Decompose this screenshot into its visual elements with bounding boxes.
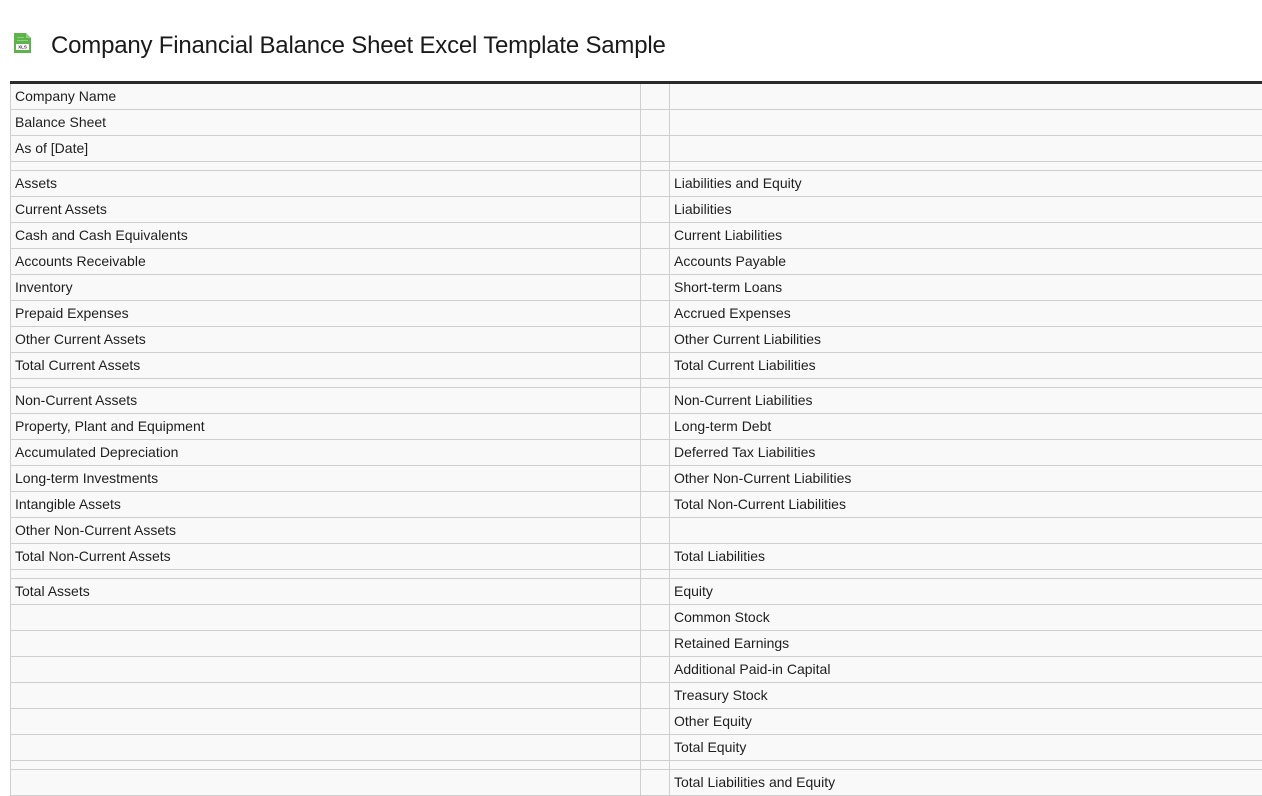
liabilities-equity-cell[interactable]: Total Current Liabilities [670, 353, 1262, 379]
liabilities-equity-cell[interactable]: Total Non-Current Liabilities [670, 492, 1262, 518]
balance-sheet-table [10, 81, 1262, 796]
assets-cell[interactable] [11, 761, 641, 770]
gap-cell[interactable] [641, 414, 670, 440]
assets-cell[interactable]: Balance Sheet [11, 110, 641, 136]
liabilities-equity-cell[interactable]: Other Equity [670, 709, 1262, 735]
table-row [11, 709, 1262, 735]
gap-cell[interactable] [641, 83, 670, 110]
liabilities-equity-cell[interactable] [670, 136, 1262, 162]
assets-cell[interactable] [11, 631, 641, 657]
assets-cell[interactable] [11, 709, 641, 735]
assets-cell[interactable]: Cash and Cash Equivalents [11, 223, 641, 249]
gap-cell[interactable] [641, 466, 670, 492]
gap-cell[interactable] [641, 440, 670, 466]
liabilities-equity-cell[interactable]: Liabilities and Equity [670, 171, 1262, 197]
liabilities-equity-cell[interactable] [670, 570, 1262, 579]
table-row [11, 579, 1262, 605]
table-row [11, 770, 1262, 796]
liabilities-equity-cell[interactable]: Other Non-Current Liabilities [670, 466, 1262, 492]
table-row [11, 631, 1262, 657]
assets-cell[interactable] [11, 379, 641, 388]
spacer-row [11, 379, 1262, 388]
gap-cell[interactable] [641, 579, 670, 605]
assets-cell[interactable]: Company Name [11, 83, 641, 110]
sheet-body [11, 83, 1262, 796]
table-row [11, 518, 1262, 544]
table-row [11, 605, 1262, 631]
gap-cell[interactable] [641, 197, 670, 223]
assets-cell[interactable] [11, 735, 641, 761]
assets-cell[interactable]: Assets [11, 171, 641, 197]
assets-cell[interactable]: As of [Date] [11, 136, 641, 162]
gap-cell[interactable] [641, 735, 670, 761]
gap-cell[interactable] [641, 761, 670, 770]
table-row [11, 223, 1262, 249]
assets-cell[interactable]: Accumulated Depreciation [11, 440, 641, 466]
liabilities-equity-cell[interactable]: Long-term Debt [670, 414, 1262, 440]
spacer-row [11, 162, 1262, 171]
liabilities-equity-cell[interactable] [670, 518, 1262, 544]
assets-cell[interactable]: Long-term Investments [11, 466, 641, 492]
assets-cell[interactable]: Non-Current Assets [11, 388, 641, 414]
assets-cell[interactable]: Other Current Assets [11, 327, 641, 353]
gap-cell[interactable] [641, 249, 670, 275]
table-row [11, 388, 1262, 414]
table-row [11, 414, 1262, 440]
table-row [11, 249, 1262, 275]
liabilities-equity-cell[interactable]: Retained Earnings [670, 631, 1262, 657]
assets-cell[interactable]: Intangible Assets [11, 492, 641, 518]
liabilities-equity-cell[interactable]: Accrued Expenses [670, 301, 1262, 327]
svg-text:XLS: XLS [18, 44, 27, 50]
liabilities-equity-cell[interactable] [670, 83, 1262, 110]
assets-cell[interactable] [11, 570, 641, 579]
liabilities-equity-cell[interactable]: Liabilities [670, 197, 1262, 223]
gap-cell[interactable] [641, 770, 670, 796]
assets-cell[interactable] [11, 657, 641, 683]
table-row [11, 136, 1262, 162]
table-row [11, 466, 1262, 492]
assets-cell[interactable] [11, 770, 641, 796]
xls-file-icon [13, 32, 32, 54]
liabilities-equity-cell[interactable] [670, 110, 1262, 136]
table-row [11, 657, 1262, 683]
gap-cell[interactable] [641, 301, 670, 327]
table-row [11, 683, 1262, 709]
assets-cell[interactable]: Total Non-Current Assets [11, 544, 641, 570]
page-title: Company Financial Balance Sheet Excel Template Sample [51, 32, 666, 59]
liabilities-equity-cell[interactable]: Equity [670, 579, 1262, 605]
assets-cell[interactable]: Current Assets [11, 197, 641, 223]
gap-cell[interactable] [641, 492, 670, 518]
liabilities-equity-cell[interactable]: Short-term Loans [670, 275, 1262, 301]
table-row [11, 440, 1262, 466]
gap-cell[interactable] [641, 657, 670, 683]
liabilities-equity-cell[interactable]: Other Current Liabilities [670, 327, 1262, 353]
assets-cell[interactable]: Accounts Receivable [11, 249, 641, 275]
gap-cell[interactable] [641, 171, 670, 197]
gap-cell[interactable] [641, 709, 670, 735]
table-row [11, 275, 1262, 301]
gap-cell[interactable] [641, 379, 670, 388]
liabilities-equity-cell[interactable]: Total Liabilities [670, 544, 1262, 570]
page-header [0, 0, 1262, 81]
liabilities-equity-cell[interactable]: Current Liabilities [670, 223, 1262, 249]
assets-cell[interactable]: Total Assets [11, 579, 641, 605]
liabilities-equity-cell[interactable]: Non-Current Liabilities [670, 388, 1262, 414]
gap-cell[interactable] [641, 544, 670, 570]
gap-cell[interactable] [641, 353, 670, 379]
table-row [11, 353, 1262, 379]
spacer-row [11, 570, 1262, 579]
gap-cell[interactable] [641, 136, 670, 162]
assets-cell[interactable] [11, 683, 641, 709]
liabilities-equity-cell[interactable]: Additional Paid-in Capital [670, 657, 1262, 683]
table-row [11, 544, 1262, 570]
table-row [11, 492, 1262, 518]
liabilities-equity-cell[interactable]: Total Equity [670, 735, 1262, 761]
gap-cell[interactable] [641, 388, 670, 414]
gap-cell[interactable] [641, 605, 670, 631]
liabilities-equity-cell[interactable] [670, 761, 1262, 770]
table-row [11, 83, 1262, 110]
liabilities-equity-cell[interactable] [670, 379, 1262, 388]
assets-cell[interactable] [11, 605, 641, 631]
assets-cell[interactable]: Other Non-Current Assets [11, 518, 641, 544]
gap-cell[interactable] [641, 275, 670, 301]
gap-cell[interactable] [641, 570, 670, 579]
gap-cell[interactable] [641, 683, 670, 709]
liabilities-equity-cell[interactable] [670, 162, 1262, 171]
assets-cell[interactable]: Total Current Assets [11, 353, 641, 379]
liabilities-equity-cell[interactable]: Common Stock [670, 605, 1262, 631]
gap-cell[interactable] [641, 631, 670, 657]
gap-cell[interactable] [641, 223, 670, 249]
table-row [11, 327, 1262, 353]
table-row [11, 735, 1262, 761]
assets-cell[interactable]: Inventory [11, 275, 641, 301]
spacer-row [11, 761, 1262, 770]
gap-cell[interactable] [641, 162, 670, 171]
assets-cell[interactable] [11, 162, 641, 171]
liabilities-equity-cell[interactable]: Deferred Tax Liabilities [670, 440, 1262, 466]
assets-cell[interactable]: Prepaid Expenses [11, 301, 641, 327]
liabilities-equity-cell[interactable]: Accounts Payable [670, 249, 1262, 275]
table-row [11, 301, 1262, 327]
gap-cell[interactable] [641, 518, 670, 544]
assets-cell[interactable]: Property, Plant and Equipment [11, 414, 641, 440]
liabilities-equity-cell[interactable]: Treasury Stock [670, 683, 1262, 709]
table-row [11, 171, 1262, 197]
gap-cell[interactable] [641, 110, 670, 136]
gap-cell[interactable] [641, 327, 670, 353]
liabilities-equity-cell[interactable]: Total Liabilities and Equity [670, 770, 1262, 796]
table-row [11, 110, 1262, 136]
table-row [11, 197, 1262, 223]
